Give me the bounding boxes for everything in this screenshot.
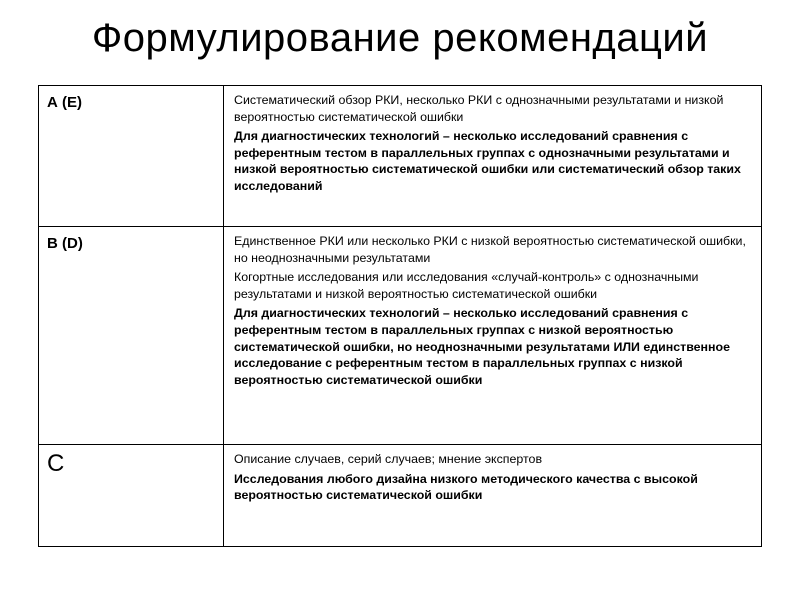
criteria-text: Когортные исследования или исследования «случай-контроль» с однозначными результатами и низкой вероятностью систематической ошибки <box>234 270 699 301</box>
description-cell <box>224 86 762 227</box>
table-row <box>39 445 762 547</box>
description-cell <box>224 445 762 547</box>
criteria-text: Описание случаев, серий случаев; мнение экспертов <box>234 452 543 466</box>
grade-cell: В (D) <box>39 227 224 445</box>
criteria-text: Единственное РКИ или несколько РКИ с низкой вероятностью систематической ошибки, но неоднозначными результатами <box>234 234 746 265</box>
grade-cell: А (Е) <box>39 86 224 227</box>
description-cell <box>224 227 762 445</box>
table-row <box>39 227 762 445</box>
grade-cell: С <box>39 445 224 547</box>
low-quality-criteria-text: Исследования любого дизайна низкого методического качества с высокой вероятностью систематической ошибки <box>234 471 698 503</box>
table-row <box>39 86 762 227</box>
page-title: Формулирование рекомендаций <box>91 16 709 60</box>
diagnostic-criteria-text: Для диагностических технологий – несколько исследований сравнения с референтным тестом в параллельных группах с однозначными результатами и низкой вероятностью систематической ошибки или систематический обзор таких исследований <box>234 129 741 193</box>
recommendations-table <box>38 85 762 547</box>
diagnostic-criteria-text: Для диагностических технологий – несколько исследований сравнения с референтным тестом в параллельных группах с низкой вероятностью систематической ошибки, но неоднозначными результатами ИЛИ единственное исследование с референтным тестом в параллельных группах с низкой вероятностью систематической ошибки <box>234 306 730 387</box>
criteria-text: Систематический обзор РКИ, несколько РКИ с однозначными результатами и низкой вероятностью систематической ошибки <box>234 93 724 124</box>
